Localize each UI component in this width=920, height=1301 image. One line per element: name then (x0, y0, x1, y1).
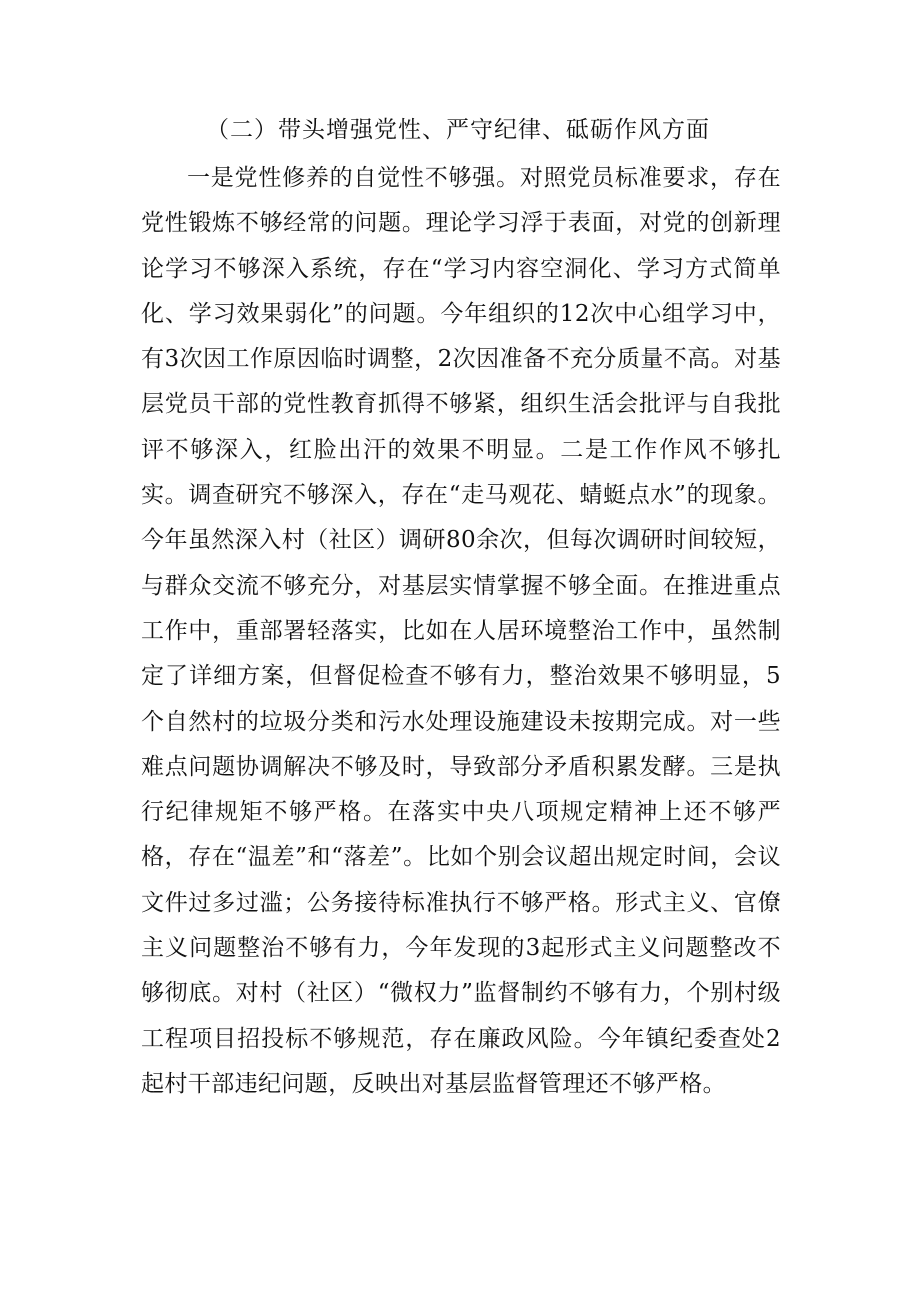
section-heading: （二）带头增强党性、严守纪律、砥砺作风方面 (206, 117, 710, 143)
body-paragraph: 一是党性修养的自觉性不够强。对照党员标准要求，存在党性锻炼不够经常的问题。理论学习浮于表面，对党的创新理论学习不够深入系统，存在“学习内容空洞化、学习方式简单化、学习效果弱化”的问题。今年组织的12次中心组学习中，有3次因工作原因临时调整，2次因准备不充分质量不高。对基层党员干部的党性教育抓得不够紧，组织生活会批评与自我批评不够深入，红脸出汗的效果不明显。二是工作作风不够扎实。调查研究不够深入，存在“走马观花、蜻蜓点水”的现象。今年虽然深入村（社区）调研80余次，但每次调研时间较短，与群众交流不够充分，对基层实情掌握不够全面。在推进重点工作中，重部署轻落实，比如在人居环境整治工作中，虽然制定了详细方案，但督促检查不够有力，整治效果不够明显，5个自然村的垃圾分类和污水处理设施建设未按期完成。对一些难点问题协调解决不够及时，导致部分矛盾积累发酵。三是执行纪律规矩不够严格。在落实中央八项规定精神上还不够严格，存在“温差”和“落差”。比如个别会议超出规定时间，会议文件过多过滥；公务接待标准执行不够严格。形式主义、官僚主义问题整治不够有力，今年发现的3起形式主义问题整改不够彻底。对村（社区）“微权力”监督制约不够有力，个别村级工程项目招投标不够规范，存在廉政风险。今年镇纪委查处2起村干部违纪问题，反映出对基层监督管理还不够严格。 (141, 165, 781, 1097)
